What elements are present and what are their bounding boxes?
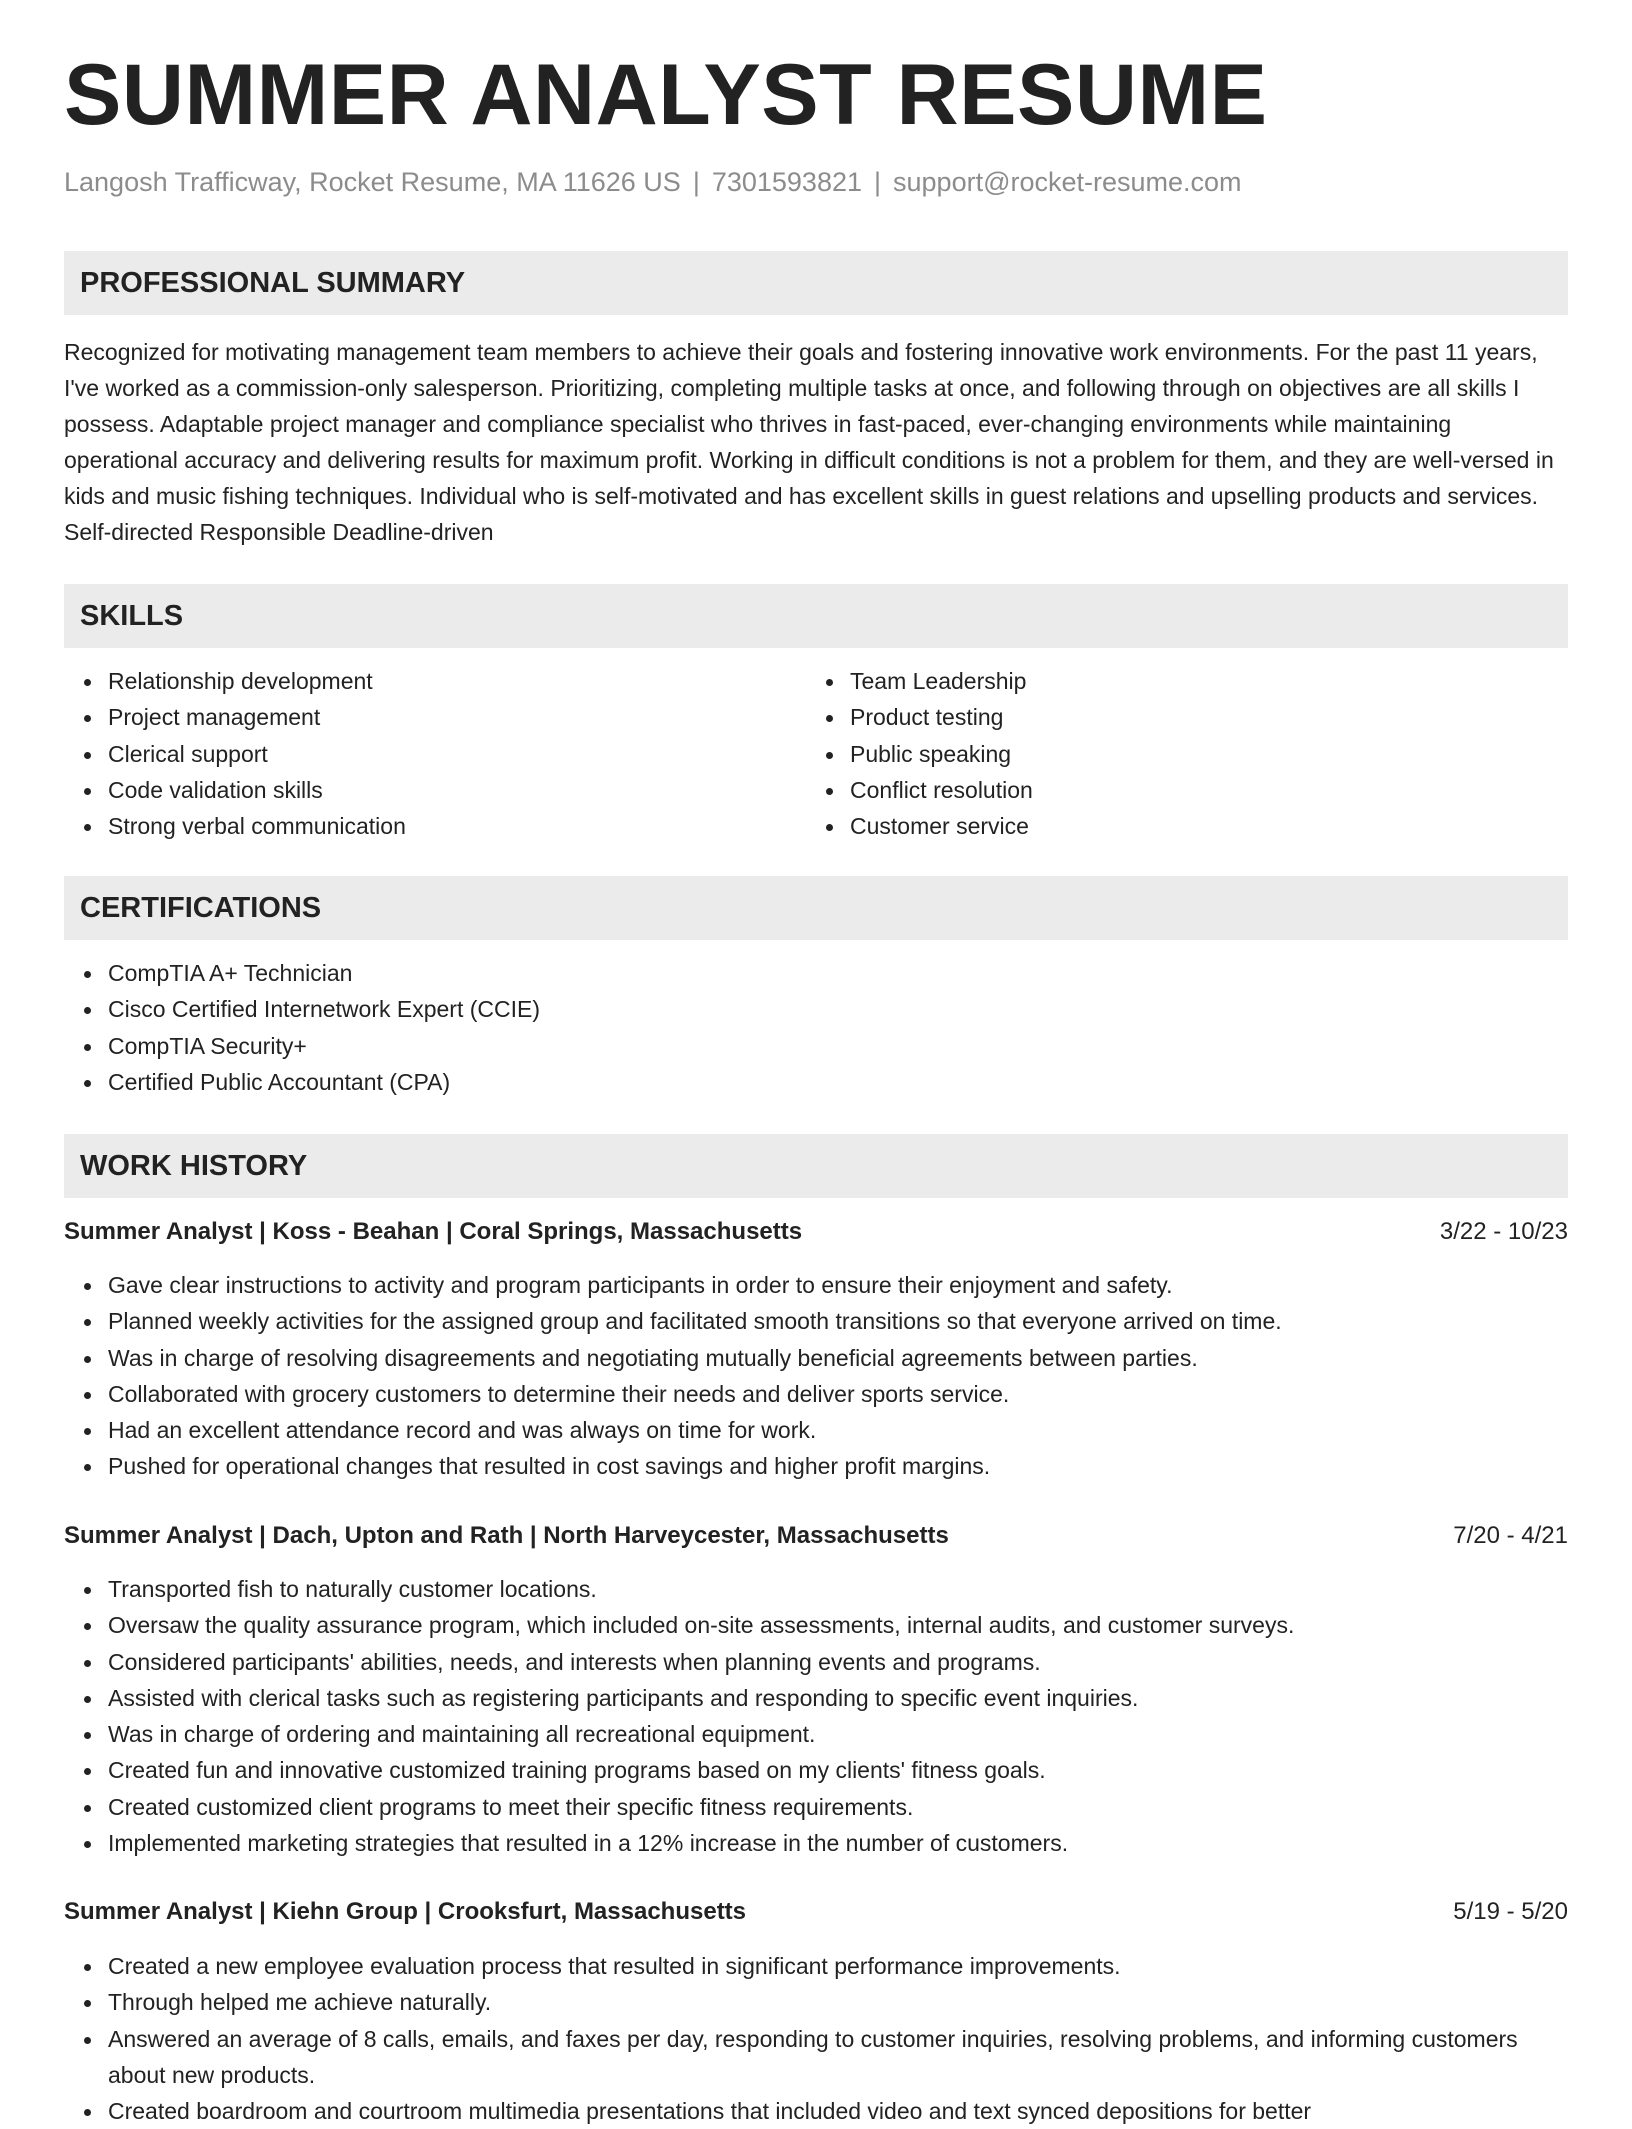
contact-phone: 7301593821 xyxy=(711,167,862,197)
job-bullet: Planned weekly activities for the assigned group and facilitated smooth transitions so that everyone arrived on time. xyxy=(108,1303,1568,1339)
skill-item: Relationship development xyxy=(108,663,808,699)
contact-separator: | xyxy=(874,167,882,197)
skill-item: Code validation skills xyxy=(108,772,808,808)
certification-item: Cisco Certified Internetwork Expert (CCIE) xyxy=(108,991,1568,1027)
job-bullet: Oversaw the quality assurance program, which included on-site assessments, internal audits, and customer surveys. xyxy=(108,1607,1568,1643)
job-title: Summer Analyst | Dach, Upton and Rath | North Harveycester, Massachusetts xyxy=(64,1522,949,1549)
job-dates: 5/19 - 5/20 xyxy=(1453,1898,1568,1925)
job-bullet: Had an excellent attendance record and was always on time for work. xyxy=(108,1412,1568,1448)
job-bullet: Created boardroom and courtroom multimedia presentations that included video and text synced depositions for better xyxy=(108,2093,1568,2129)
job-bullet: Was in charge of ordering and maintaining all recreational equipment. xyxy=(108,1716,1568,1752)
job-header xyxy=(64,1894,1568,1930)
certifications-list xyxy=(64,955,1568,1100)
job-dates: 7/20 - 4/21 xyxy=(1453,1522,1568,1549)
contact-separator: | xyxy=(692,167,700,197)
job-bullet: Created fun and innovative customized training programs based on my clients' fitness goals. xyxy=(108,1752,1568,1788)
skills-heading: SKILLS xyxy=(80,600,184,632)
job-bullet: Transported fish to naturally customer locations. xyxy=(108,1571,1568,1607)
job-bullet: Implemented marketing strategies that resulted in a 12% increase in the number of customers. xyxy=(108,1825,1568,1861)
skill-item: Clerical support xyxy=(108,736,808,772)
job-bullet: Pushed for operational changes that resulted in cost savings and higher profit margins. xyxy=(108,1448,1568,1484)
skill-item: Customer service xyxy=(850,808,1550,844)
skill-item: Project management xyxy=(108,699,808,735)
certification-item: Certified Public Accountant (CPA) xyxy=(108,1064,1568,1100)
skill-item: Team Leadership xyxy=(850,663,1550,699)
job-bullet: Gave clear instructions to activity and program participants in order to ensure their enjoyment and safety. xyxy=(108,1267,1568,1303)
job-bullet: Assisted with clerical tasks such as registering participants and responding to specific event inquiries. xyxy=(108,1680,1568,1716)
skills-section-header xyxy=(64,584,1568,648)
job-bullet: Collaborated with grocery customers to determine their needs and deliver sports service. xyxy=(108,1376,1568,1412)
job-bullet: Considered participants' abilities, needs, and interests when planning events and programs. xyxy=(108,1644,1568,1680)
job-bullet: Created a new employee evaluation process that resulted in significant performance improvements. xyxy=(108,1948,1568,1984)
skill-item: Product testing xyxy=(850,699,1550,735)
job-title: Summer Analyst | Kiehn Group | Crooksfurt, Massachusetts xyxy=(64,1898,747,1925)
job-bullet: Created customized client programs to meet their specific fitness requirements. xyxy=(108,1789,1568,1825)
job-bullet: Through helped me achieve naturally. xyxy=(108,1984,1568,2020)
certifications-section-header xyxy=(64,876,1568,940)
resume-title: SUMMER ANALYST RESUME xyxy=(64,47,1268,143)
skill-item: Strong verbal communication xyxy=(108,808,808,844)
job-header xyxy=(64,1518,1568,1554)
skill-item: Conflict resolution xyxy=(850,772,1550,808)
job-header xyxy=(64,1214,1568,1250)
summary-section-header xyxy=(64,251,1568,315)
contact-email: support@rocket-resume.com xyxy=(893,167,1242,197)
summary-heading: PROFESSIONAL SUMMARY xyxy=(80,267,466,299)
contact-address: Langosh Trafficway, Rocket Resume, MA 11626 US xyxy=(64,167,681,197)
job-bullet: Answered an average of 8 calls, emails, and faxes per day, responding to customer inquiries, resolving problems, and informing customers about new products. xyxy=(108,2021,1568,2094)
job-bullet: Was in charge of resolving disagreements and negotiating mutually beneficial agreements between parties. xyxy=(108,1340,1568,1376)
job-bullets xyxy=(64,1948,1568,2129)
job-bullets xyxy=(64,1571,1568,1861)
work-heading: WORK HISTORY xyxy=(80,1150,308,1182)
certifications-heading: CERTIFICATIONS xyxy=(80,892,322,924)
skills-list-left xyxy=(64,663,808,844)
job-title: Summer Analyst | Koss - Beahan | Coral Springs, Massachusetts xyxy=(64,1218,803,1245)
job-dates: 3/22 - 10/23 xyxy=(1439,1218,1568,1245)
certification-item: CompTIA Security+ xyxy=(108,1028,1568,1064)
job-bullets xyxy=(64,1267,1568,1485)
skills-list-right xyxy=(806,663,1550,844)
contact-line xyxy=(64,167,1242,198)
work-section-header xyxy=(64,1134,1568,1198)
certification-item: CompTIA A+ Technician xyxy=(108,955,1568,991)
skill-item: Public speaking xyxy=(850,736,1550,772)
summary-text: Recognized for motivating management team members to achieve their goals and fostering innovative work environments. For the past 11 years, I've worked as a commission-only salesperson. Prioritizing, completing multiple tasks at once, and following through on objectives are all skills I possess. Adaptable project manager and compliance specialist who thrives in fast-paced, ever-changing environments while maintaining operational accuracy and delivering results for maximum profit. Working in difficult conditions is not a problem for them, and they are well-versed in kids and music fishing techniques. Individual who is self-motivated and has excellent skills in guest relations and upselling products and services. Self-directed Responsible Deadline-driven xyxy=(64,339,1554,545)
